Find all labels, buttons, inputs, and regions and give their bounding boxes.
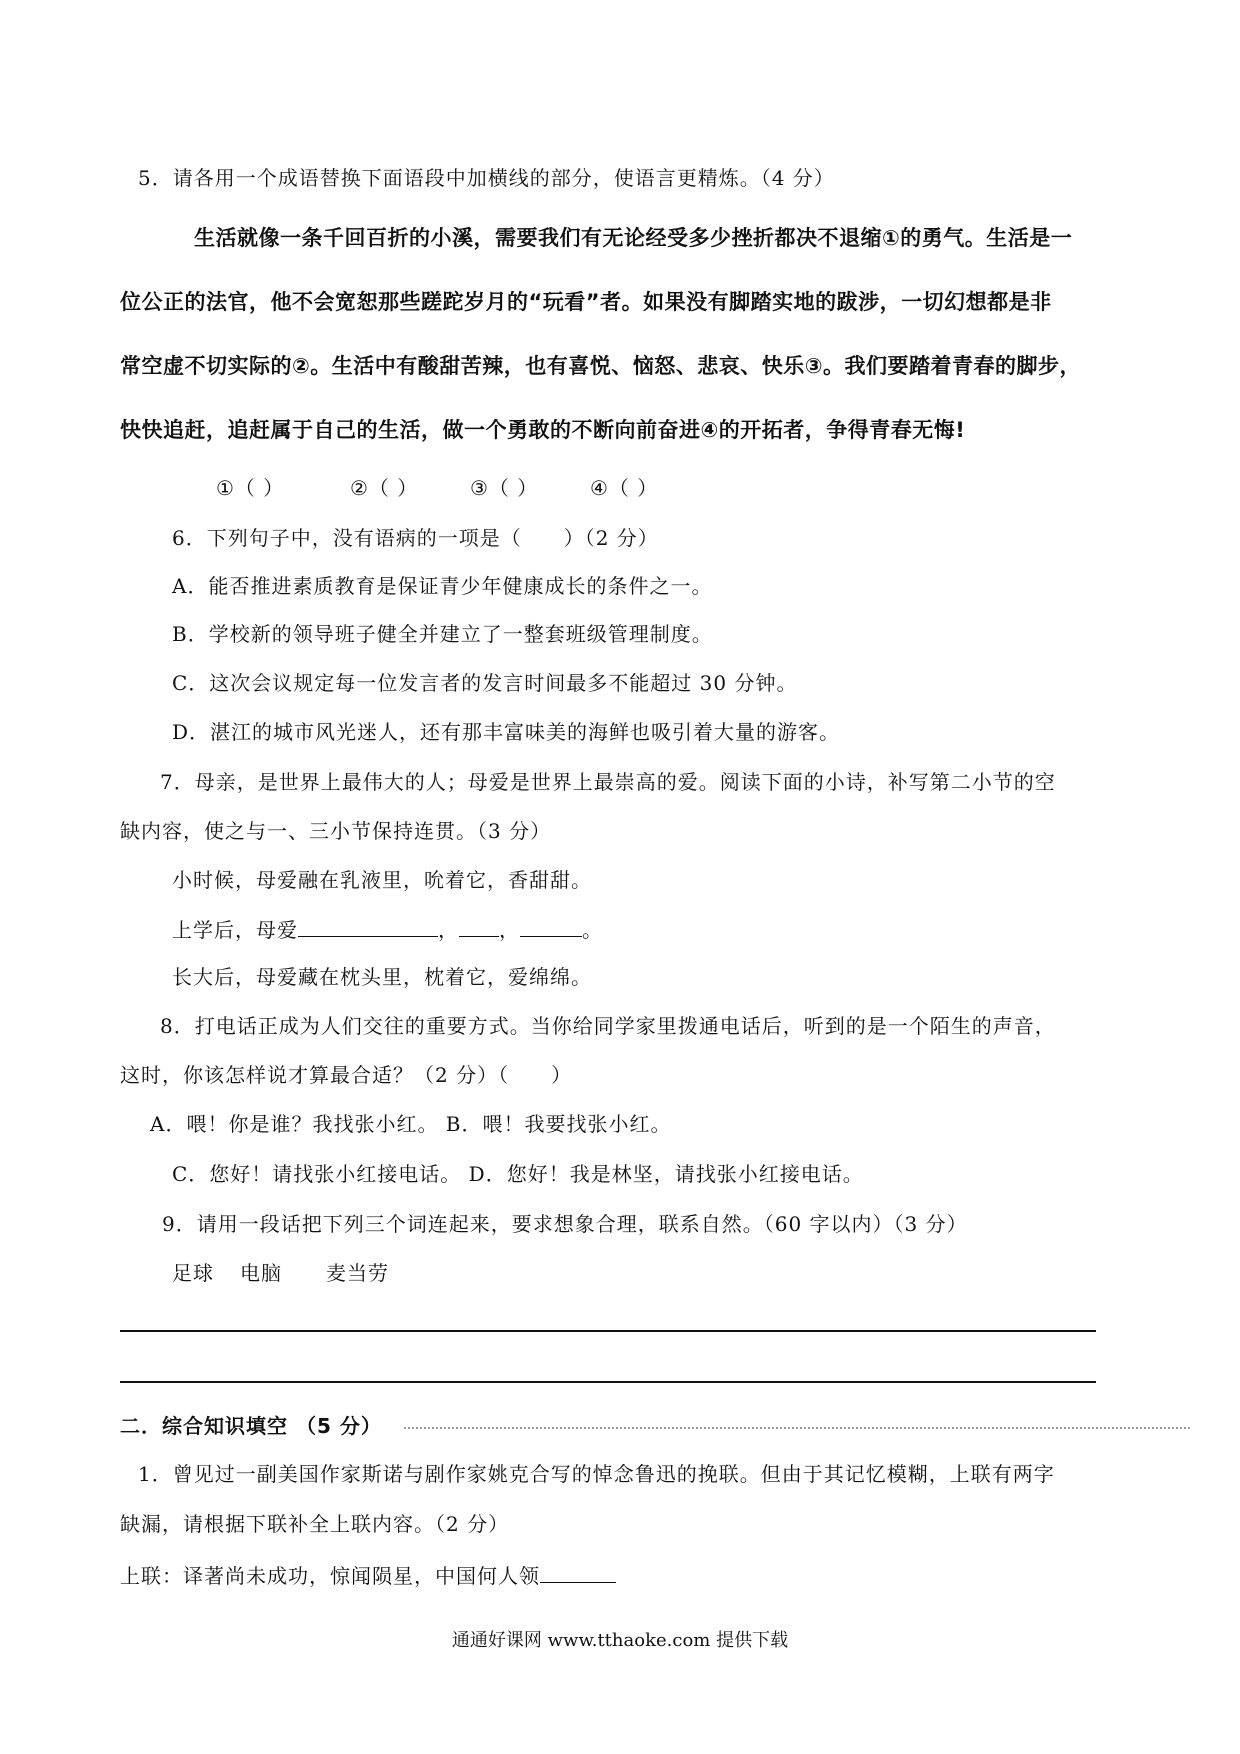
q7-comma-2: ， <box>499 918 520 942</box>
q7-poem-line-2 <box>172 914 603 944</box>
q7-blank-1[interactable] <box>298 914 438 937</box>
q5-answer-3: ③（ ） <box>470 476 539 500</box>
q9-word-1: 足球 <box>172 1261 214 1285</box>
q5-answer-4: ④（ ） <box>590 476 659 500</box>
answer-line-1[interactable] <box>120 1330 1096 1332</box>
q8-prompt-line-1: 8．打电话正成为人们交往的重要方式。当你给同学家里拨通电话后，听到的是一个陌生的声音， <box>160 1014 1056 1038</box>
q5-passage-line-4: 快快追赶，追赶属于自己的生活，做一个勇敢的不断向前奋进④的开拓者，争得青春无悔! <box>120 418 966 442</box>
section-2-q1-answer-prefix: 上联：译著尚未成功，惊闻陨星，中国何人领 <box>120 1564 540 1588</box>
q7-prompt-line-1: 7．母亲，是世界上最伟大的人；母爱是世界上最崇高的爱。阅读下面的小诗，补写第二小节的空 <box>160 770 1056 794</box>
page-footer: 通通好课网 www.tthaoke.com 提供下载 <box>451 1630 789 1651</box>
q7-blank-2[interactable] <box>459 914 499 937</box>
q7-prompt-line-2: 缺内容，使之与一、三小节保持连贯。（3 分） <box>120 819 552 843</box>
section-2-q1-line-2: 缺漏，请根据下联补全上联内容。（2 分） <box>120 1512 510 1536</box>
section-2-q1-answer <box>120 1560 616 1590</box>
section-2-q1-blank[interactable] <box>540 1560 616 1583</box>
section-2-q1-line-1: 1．曾见过一副美国作家斯诺与剧作家姚克合写的悼念鲁迅的挽联。但由于其记忆模糊，上联有两字 <box>138 1462 1055 1486</box>
q7-poem-line-3: 长大后，母爱藏在枕头里，枕着它，爱绵绵。 <box>172 965 592 989</box>
section-2-title: 二．综合知识填空 （5 分） <box>120 1414 382 1438</box>
q6-prompt: 6．下列句子中，没有语病的一项是（ ）（2 分） <box>172 526 659 550</box>
q7-comma-1: ， <box>438 918 459 942</box>
q6-option-b: B．学校新的领导班子健全并建立了一整套班级管理制度。 <box>172 622 713 646</box>
q8-prompt-line-2: 这时，你该怎样说才算最合适？（2 分）（ ） <box>120 1063 573 1087</box>
section-2-dotted-leader <box>404 1427 1190 1429</box>
q7-period: 。 <box>582 918 603 942</box>
q5-passage-line-1: 生活就像一条千回百折的小溪，需要我们有无论经受多少挫折都决不退缩①的勇气。生活是一 <box>194 226 1073 250</box>
q7-blank-3[interactable] <box>520 914 582 937</box>
q6-option-c: C．这次会议规定每一位发言者的发言时间最多不能超过 30 分钟。 <box>172 671 798 695</box>
q8-options-row-1: A．喂！你是谁？我找张小红。 B．喂！我要找张小红。 <box>150 1112 672 1136</box>
q5-answer-2: ②（ ） <box>350 476 419 500</box>
answer-line-2[interactable] <box>120 1381 1096 1383</box>
q5-passage-line-3: 常空虚不切实际的②。生活中有酸甜苦辣，也有喜悦、恼怒、悲哀、快乐③。我们要踏着青春的脚步， <box>120 354 1082 378</box>
q5-answer-1: ①（ ） <box>216 476 285 500</box>
q8-options-row-2: C．您好！请找张小红接电话。 D．您好！我是林坚，请找张小红接电话。 <box>172 1162 864 1186</box>
q9-prompt: 9．请用一段话把下列三个词连起来，要求想象合理，联系自然。（60 字以内）（3 分） <box>162 1212 968 1236</box>
q5-prompt: 5．请各用一个成语替换下面语段中加横线的部分，使语言更精炼。（4 分） <box>138 166 835 190</box>
q5-passage-line-2: 位公正的法官，他不会宽恕那些蹉跎岁月的“玩看”者。如果没有脚踏实地的跋涉，一切幻想都是非 <box>120 290 1052 314</box>
q9-word-3: 麦当劳 <box>326 1261 389 1285</box>
q6-option-a: A．能否推进素质教育是保证青少年健康成长的条件之一。 <box>172 574 713 598</box>
q7-poem-line-2-prefix: 上学后，母爱 <box>172 918 298 942</box>
q9-word-2: 电脑 <box>240 1261 282 1285</box>
q6-option-d: D．湛江的城市风光迷人，还有那丰富味美的海鲜也吸引着大量的游客。 <box>172 720 841 744</box>
q7-poem-line-1: 小时候，母爱融在乳液里，吮着它，香甜甜。 <box>172 868 592 892</box>
